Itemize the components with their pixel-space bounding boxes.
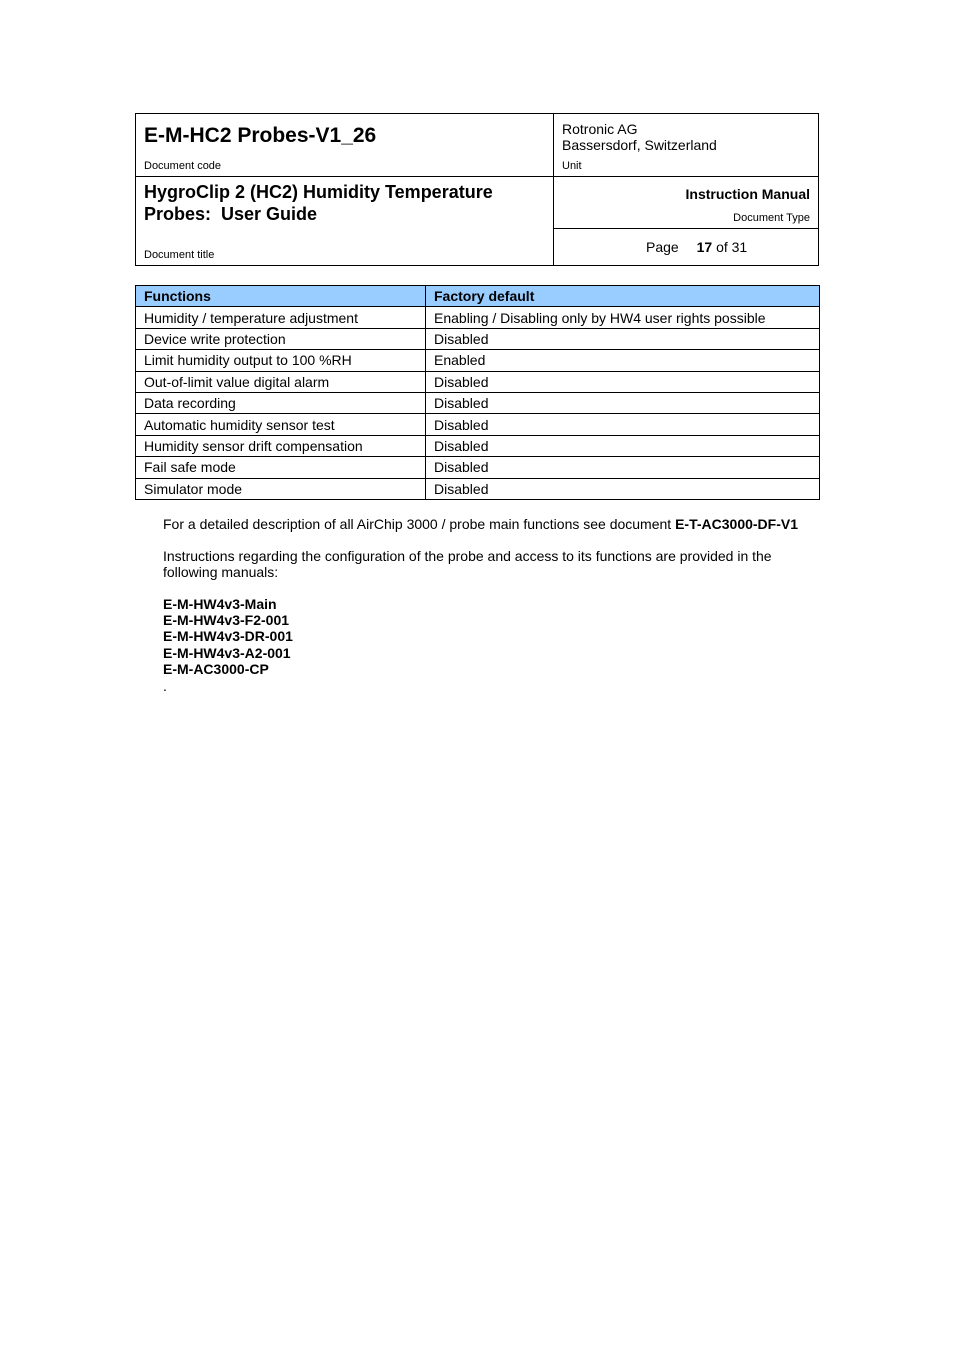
table-row	[136, 328, 820, 349]
doc-title-line-2: Probes: User Guide	[144, 204, 318, 224]
doc-type-cell	[554, 177, 818, 229]
function-cell: Automatic humidity sensor test	[136, 414, 426, 435]
default-cell: Disabled	[426, 328, 820, 349]
manual-item: E-M-HW4v3-A2-001	[163, 644, 291, 661]
function-cell: Limit humidity output to 100 %RH	[136, 350, 426, 371]
table-row	[136, 457, 820, 478]
description-paragraph	[163, 516, 798, 532]
doc-type: Instruction Manual	[685, 186, 810, 202]
unit-line-2: Bassersdorf, Switzerland	[562, 137, 717, 153]
function-cell: Humidity sensor drift compensation	[136, 435, 426, 456]
table-row	[136, 392, 820, 413]
page-cell	[554, 229, 818, 265]
function-cell: Simulator mode	[136, 478, 426, 499]
table-header-row	[136, 286, 820, 307]
default-cell: Disabled	[426, 478, 820, 499]
page-indicator	[646, 239, 747, 255]
manual-item: E-M-HW4v3-F2-001	[163, 612, 290, 629]
table-row	[136, 478, 820, 499]
doc-code: E-M-HC2 Probes-V1_26	[144, 124, 377, 147]
doc-title-line-1: HygroClip 2 (HC2) Humidity Temperature	[144, 182, 493, 202]
functions-table	[135, 285, 820, 500]
table-row	[136, 350, 820, 371]
default-cell: Disabled	[426, 371, 820, 392]
doc-title-cell	[136, 177, 554, 265]
table-row	[136, 371, 820, 392]
function-cell: Out-of-limit value digital alarm	[136, 371, 426, 392]
unit-label: Unit	[562, 160, 582, 172]
manuals-list	[163, 596, 293, 677]
table-row	[136, 435, 820, 456]
default-cell: Disabled	[426, 392, 820, 413]
unit-line-1: Rotronic AG	[562, 121, 638, 137]
doc-title-label: Document title	[144, 249, 215, 261]
unit-cell	[554, 114, 818, 177]
reference-document: E-T-AC3000-DF-V1	[675, 516, 798, 532]
description-text: For a detailed description of all AirChip 3000 / probe main functions see document	[163, 516, 676, 532]
page-number: 17	[696, 239, 713, 255]
default-cell: Disabled	[426, 435, 820, 456]
document-header	[135, 113, 819, 266]
doc-type-label: Document Type	[733, 212, 810, 224]
unit-value	[562, 121, 717, 153]
page-total: of 31	[716, 239, 748, 255]
table-row	[136, 307, 820, 328]
default-cell: Enabling / Disabling only by HW4 user rights possible	[426, 307, 820, 328]
function-cell: Device write protection	[136, 328, 426, 349]
table-row	[136, 414, 820, 435]
function-cell: Humidity / temperature adjustment	[136, 307, 426, 328]
trailing-period: .	[163, 678, 167, 694]
function-cell: Data recording	[136, 392, 426, 413]
manual-item: E-M-HW4v3-Main	[163, 596, 277, 612]
instructions-paragraph: Instructions regarding the configuration of the probe and access to its functions are provided in the following manuals:	[163, 548, 772, 580]
manual-item: E-M-AC3000-CP	[163, 660, 269, 677]
function-cell: Fail safe mode	[136, 457, 426, 478]
doc-code-cell	[136, 114, 554, 177]
manual-item: E-M-HW4v3-DR-001	[163, 628, 293, 645]
column-header-factory-default: Factory default	[426, 286, 820, 307]
default-cell: Enabled	[426, 350, 820, 371]
doc-code-label: Document code	[144, 160, 222, 172]
doc-title	[144, 181, 544, 225]
page-label: Page	[646, 239, 679, 255]
column-header-functions: Functions	[136, 286, 426, 307]
default-cell: Disabled	[426, 457, 820, 478]
default-cell: Disabled	[426, 414, 820, 435]
